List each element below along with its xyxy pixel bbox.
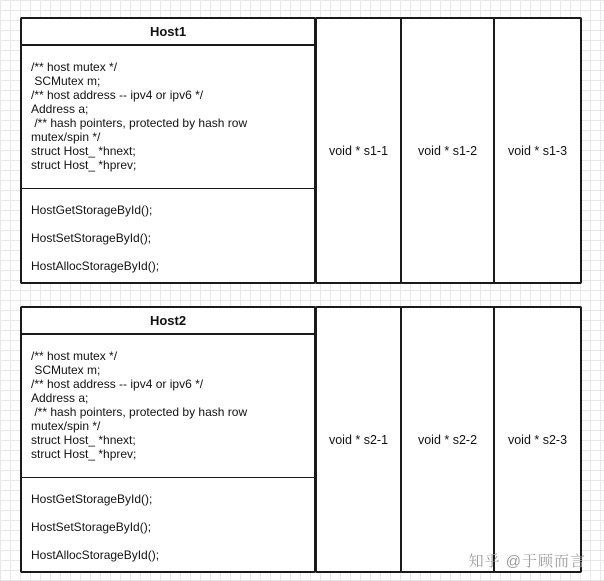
host1-method: HostAllocStorageById(); <box>31 259 160 273</box>
host2-class-box[interactable] <box>20 306 316 573</box>
host2-method: HostSetStorageById(); <box>31 520 152 534</box>
host2-methods <box>22 478 314 576</box>
host2-field: mutex/spin */ <box>31 419 101 433</box>
host1-field: /** host address -- ipv4 or ipv6 */ <box>31 88 204 102</box>
host1-fields <box>22 46 314 189</box>
host2-field: struct Host_ *hprev; <box>31 447 137 461</box>
host1-method: HostGetStorageById(); <box>31 203 153 217</box>
host2-title: Host2 <box>22 308 314 335</box>
host2-fields <box>22 335 314 478</box>
host1-slot-3[interactable]: void * s1-3 <box>493 17 582 284</box>
host1-field: SCMutex m; <box>31 74 101 88</box>
host2-field: SCMutex m; <box>31 363 101 377</box>
host2-method: HostGetStorageById(); <box>31 492 153 506</box>
host1-field: struct Host_ *hnext; <box>31 144 136 158</box>
host1-title: Host1 <box>22 19 314 46</box>
host2-field: /** host mutex */ <box>31 349 118 363</box>
host2-field: Address a; <box>31 391 89 405</box>
host1-method: HostSetStorageById(); <box>31 231 152 245</box>
host2-slot-2[interactable]: void * s2-2 <box>400 306 495 573</box>
host1-field: /** host mutex */ <box>31 60 118 74</box>
host1-field: /** hash pointers, protected by hash row <box>31 116 248 130</box>
host2-field: struct Host_ *hnext; <box>31 433 136 447</box>
host1-field: Address a; <box>31 102 89 116</box>
host2-field: /** hash pointers, protected by hash row <box>31 405 248 419</box>
host1-field: mutex/spin */ <box>31 130 101 144</box>
host1-slot-1[interactable]: void * s1-1 <box>315 17 402 284</box>
host1-class-box[interactable] <box>20 17 316 284</box>
host2-method: HostAllocStorageById(); <box>31 548 160 562</box>
host2-field: /** host address -- ipv4 or ipv6 */ <box>31 377 204 391</box>
host2-slot-1[interactable]: void * s2-1 <box>315 306 402 573</box>
watermark: 知乎 @于顾而言 <box>468 553 586 570</box>
host1-slot-2[interactable]: void * s1-2 <box>400 17 495 284</box>
host1-field: struct Host_ *hprev; <box>31 158 137 172</box>
host2-slot-3[interactable]: void * s2-3 <box>493 306 582 573</box>
host1-methods <box>22 189 314 287</box>
